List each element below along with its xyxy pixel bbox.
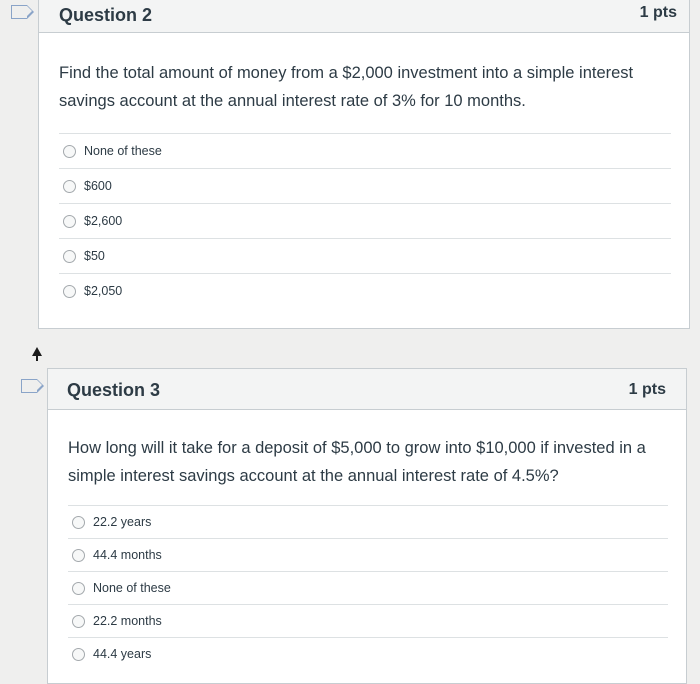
answer-list bbox=[59, 133, 671, 308]
answer-label[interactable]: None of these bbox=[93, 581, 171, 595]
radio-button[interactable] bbox=[63, 215, 76, 228]
question-points: 1 pts bbox=[628, 381, 666, 398]
radio-button[interactable] bbox=[63, 180, 76, 193]
question-header bbox=[48, 369, 686, 410]
answer-label[interactable]: 22.2 years bbox=[93, 515, 152, 529]
answer-label[interactable]: $2,050 bbox=[84, 284, 123, 298]
radio-button[interactable] bbox=[63, 250, 76, 263]
answer-label[interactable]: 44.4 months bbox=[93, 548, 162, 562]
answer-option[interactable] bbox=[59, 168, 671, 203]
flag-question-icon[interactable] bbox=[21, 379, 37, 393]
answer-label[interactable]: None of these bbox=[84, 144, 162, 158]
question-title: Question 2 bbox=[59, 5, 153, 25]
answer-list bbox=[68, 505, 668, 670]
question-card-3 bbox=[47, 368, 687, 684]
answer-option[interactable] bbox=[68, 604, 668, 637]
question-card-2 bbox=[38, 0, 690, 329]
question-text: How long will it take for a deposit of $5,000 to grow into $10,000 if invested in a simple interest savings account at the annual interest rate of 4.5%? bbox=[68, 439, 646, 485]
radio-button[interactable] bbox=[72, 582, 85, 595]
question-title: Question 3 bbox=[67, 380, 161, 400]
answer-option[interactable] bbox=[59, 273, 671, 308]
answer-label[interactable]: 44.4 years bbox=[93, 647, 152, 661]
answer-option[interactable] bbox=[59, 203, 671, 238]
radio-button[interactable] bbox=[72, 648, 85, 661]
answer-option[interactable] bbox=[68, 538, 668, 571]
question-points: 1 pts bbox=[639, 4, 677, 21]
question-header bbox=[39, 0, 689, 33]
radio-button[interactable] bbox=[63, 285, 76, 298]
answer-label[interactable]: $600 bbox=[84, 179, 112, 193]
answer-label[interactable]: 22.2 months bbox=[93, 614, 162, 628]
radio-button[interactable] bbox=[72, 615, 85, 628]
flag-question-icon[interactable] bbox=[11, 5, 27, 19]
answer-option[interactable] bbox=[68, 505, 668, 538]
radio-button[interactable] bbox=[63, 145, 76, 158]
answer-option[interactable] bbox=[68, 571, 668, 604]
answer-label[interactable]: $2,600 bbox=[84, 214, 123, 228]
answer-label[interactable]: $50 bbox=[84, 249, 105, 263]
question-text: Find the total amount of money from a $2,000 investment into a simple interest savings account at the annual interest rate of 3% for 10 months. bbox=[59, 64, 634, 110]
mouse-cursor-icon bbox=[32, 347, 42, 356]
answer-option[interactable] bbox=[59, 238, 671, 273]
radio-button[interactable] bbox=[72, 516, 85, 529]
answer-option[interactable] bbox=[68, 637, 668, 670]
radio-button[interactable] bbox=[72, 549, 85, 562]
answer-option[interactable] bbox=[59, 133, 671, 168]
